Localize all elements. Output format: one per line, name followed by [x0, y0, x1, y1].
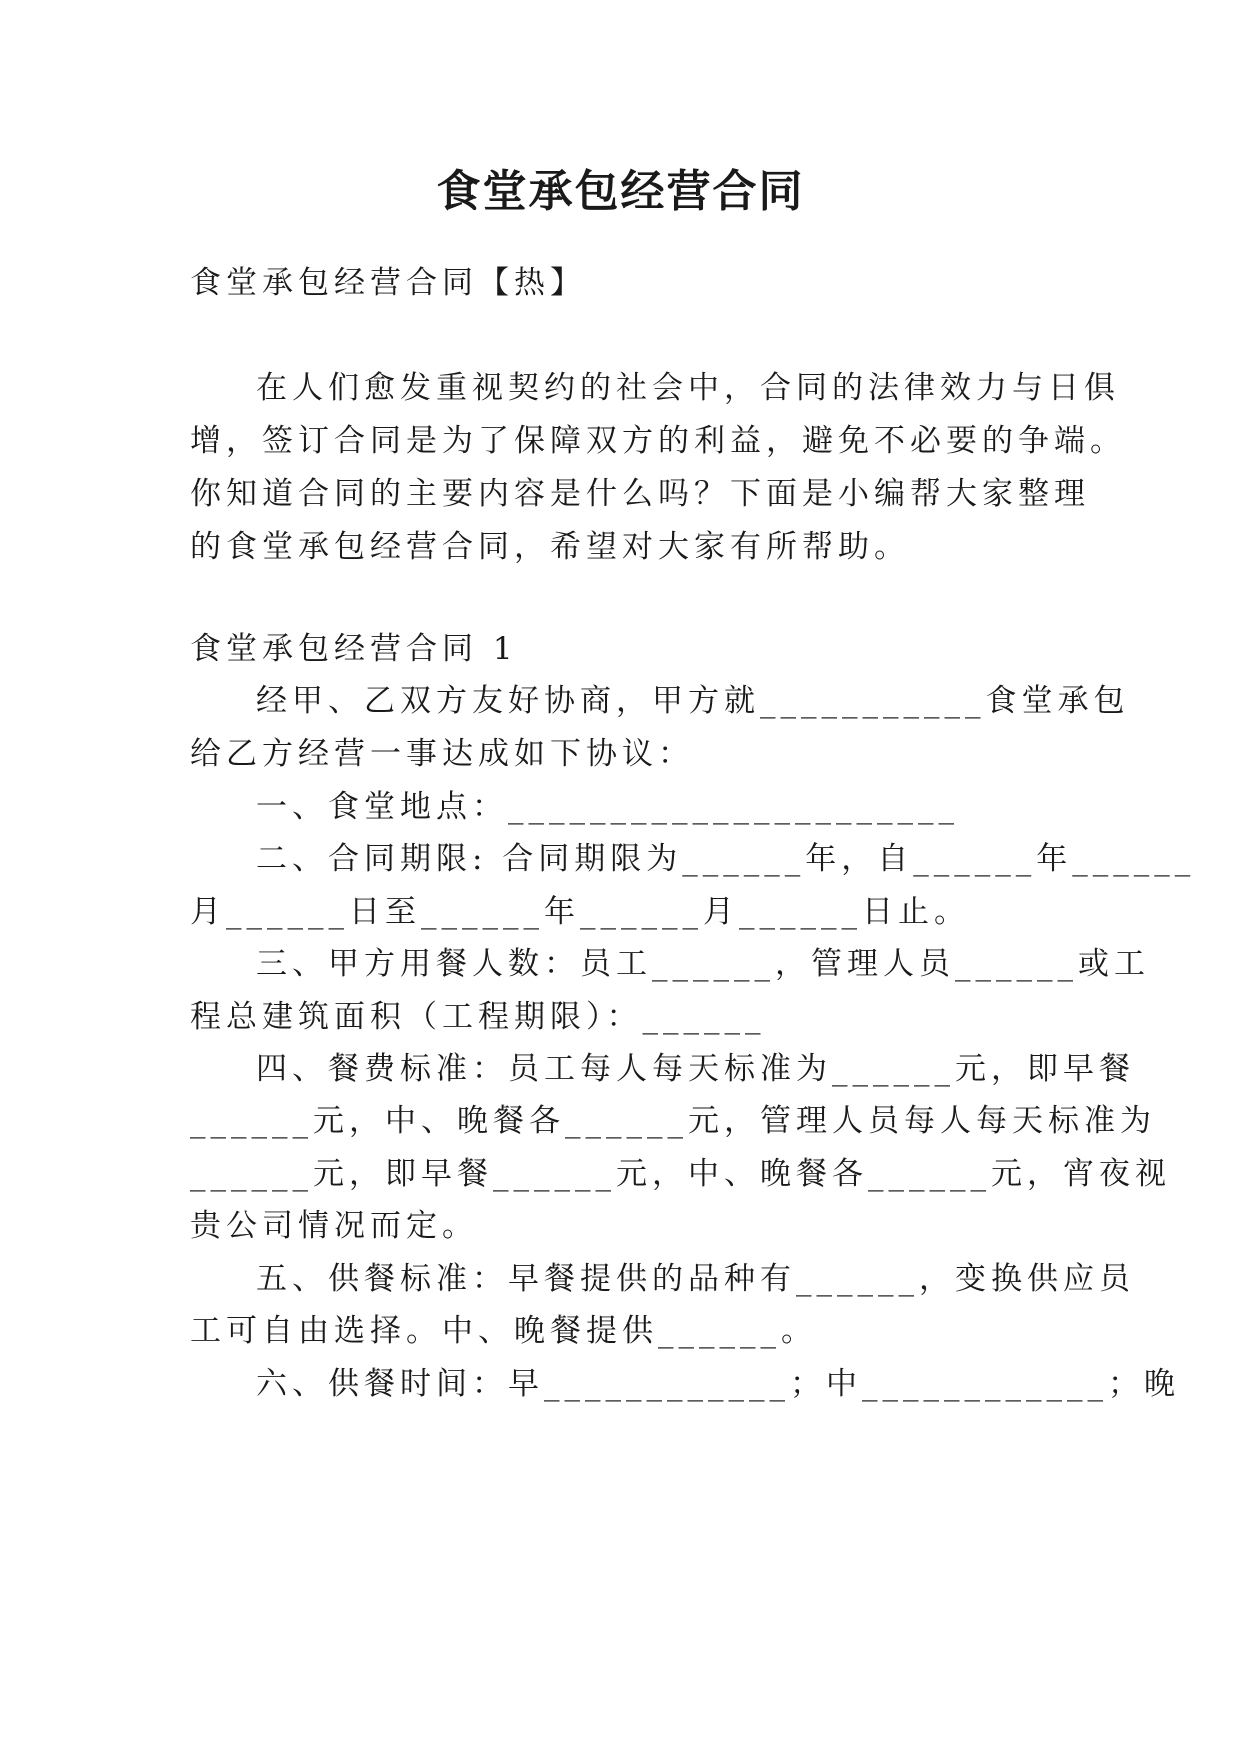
body-line: 月______日至______年______月______日止。: [190, 894, 970, 930]
body-line: 五、供餐标准：早餐提供的品种有______，变换供应员: [256, 1261, 1135, 1297]
intro-line: 增，签订合同是为了保障双方的利益，避免不必要的争端。: [190, 423, 1126, 459]
body-line: ______元，中、晚餐各______元，管理人员每人每天标准为: [190, 1103, 1156, 1139]
body-line: 一、食堂地点：______________________: [256, 789, 959, 825]
body-line: 六、供餐时间：早____________；中____________；晚: [256, 1366, 1180, 1402]
body-line: 贵公司情况而定。: [190, 1208, 478, 1244]
section-heading: 食堂承包经营合同 1: [190, 631, 518, 667]
body-line: 程总建筑面积（工程期限）：______: [190, 999, 766, 1035]
body-line: 二、合同期限: 合同期限为______年，自______年______: [256, 841, 1196, 877]
document-subtitle: 食堂承包经营合同【热】: [190, 265, 586, 301]
body-line: ______元，即早餐______元，中、晚餐各______元，宵夜视: [190, 1156, 1171, 1192]
intro-line: 你知道合同的主要内容是什么吗？下面是小编帮大家整理: [190, 476, 1090, 512]
body-line: 三、甲方用餐人数：员工______，管理人员______或工: [256, 946, 1150, 982]
body-line: 经甲、乙双方友好协商，甲方就___________食堂承包: [256, 683, 1130, 719]
body-line: 四、餐费标准：员工每人每天标准为______元，即早餐: [256, 1051, 1135, 1087]
body-line: 给乙方经营一事达成如下协议：: [190, 736, 694, 772]
intro-line: 的食堂承包经营合同，希望对大家有所帮助。: [190, 529, 910, 565]
document-title: 食堂承包经营合同: [436, 166, 805, 217]
intro-line: 在人们愈发重视契约的社会中，合同的法律效力与日俱: [256, 370, 1120, 406]
body-line: 工可自由选择。中、晚餐提供______。: [190, 1313, 817, 1349]
